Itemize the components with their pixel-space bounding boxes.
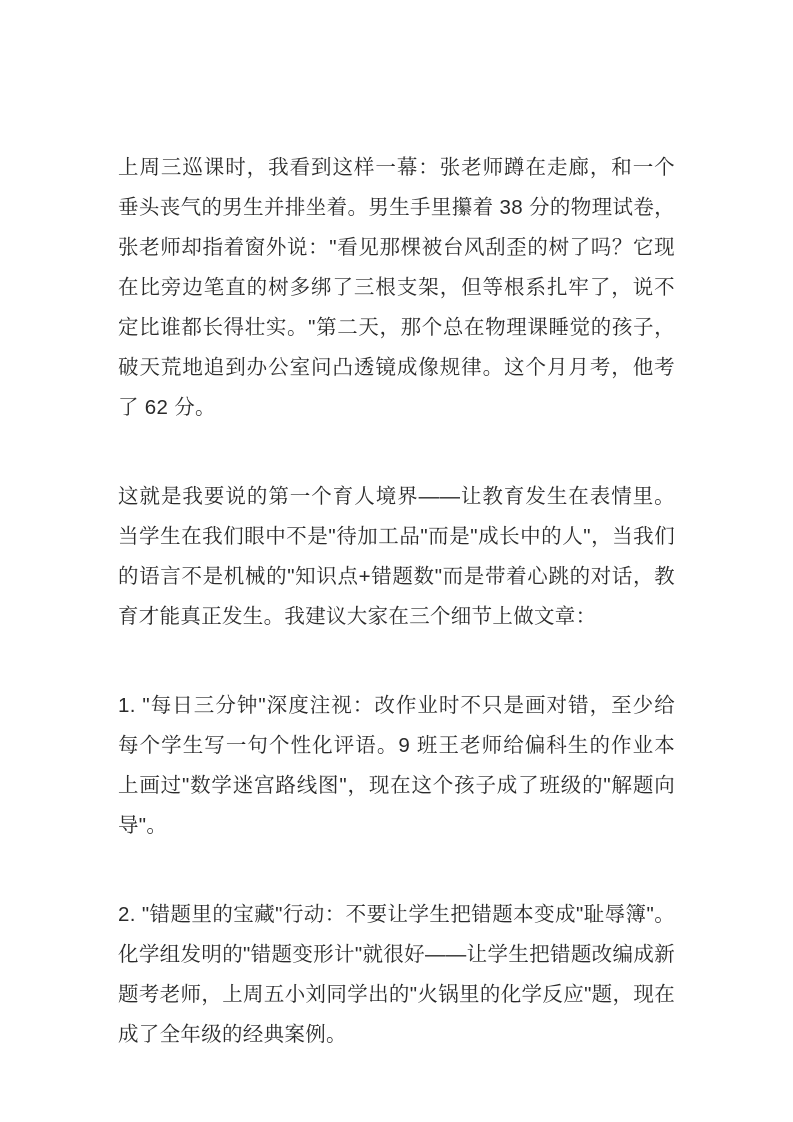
paragraph-anecdote: 上周三巡课时，我看到这样一幕：张老师蹲在走廊，和一个垂头丧气的男生并排坐着。男生手里攥着 38 分的物理试卷，张老师却指着窗外说："看见那棵被台风刮歪的树了吗？它现在比旁边笔直的树多绑了三根支架，但等根系扎牢了，说不定比谁都长得壮实。"第二天，那个总在物理课睡觉的孩子，破天荒地追到办公室问凸透镜成像规律。这个月月考，他考了 62 分。 <box>118 156 675 419</box>
paragraph-point-2: 2. "错题里的宝藏"行动：不要让学生把错题本变成"耻辱簿"。化学组发明的"错题变形计"就很好——让学生把错题改编成新题考老师，上周五小刘同学出的"火锅里的化学反应"题，现在成了全年级的经典案例。 <box>118 903 675 1046</box>
paragraph-point-1: 1. "每日三分钟"深度注视：改作业时不只是画对错，至少给每个学生写一句个性化评语。9 班王老师给偏科生的作业本上画过"数学迷宫路线图"，现在这个孩子成了班级的"解题向导"。 <box>118 694 675 837</box>
paragraph-first-realm: 这就是我要说的第一个育人境界——让教育发生在表情里。当学生在我们眼中不是"待加工品"而是"成长中的人"，当我们的语言不是机械的"知识点+错题数"而是带着心跳的对话，教育才能真正发生。我建议大家在三个细节上做文章： <box>118 485 675 628</box>
